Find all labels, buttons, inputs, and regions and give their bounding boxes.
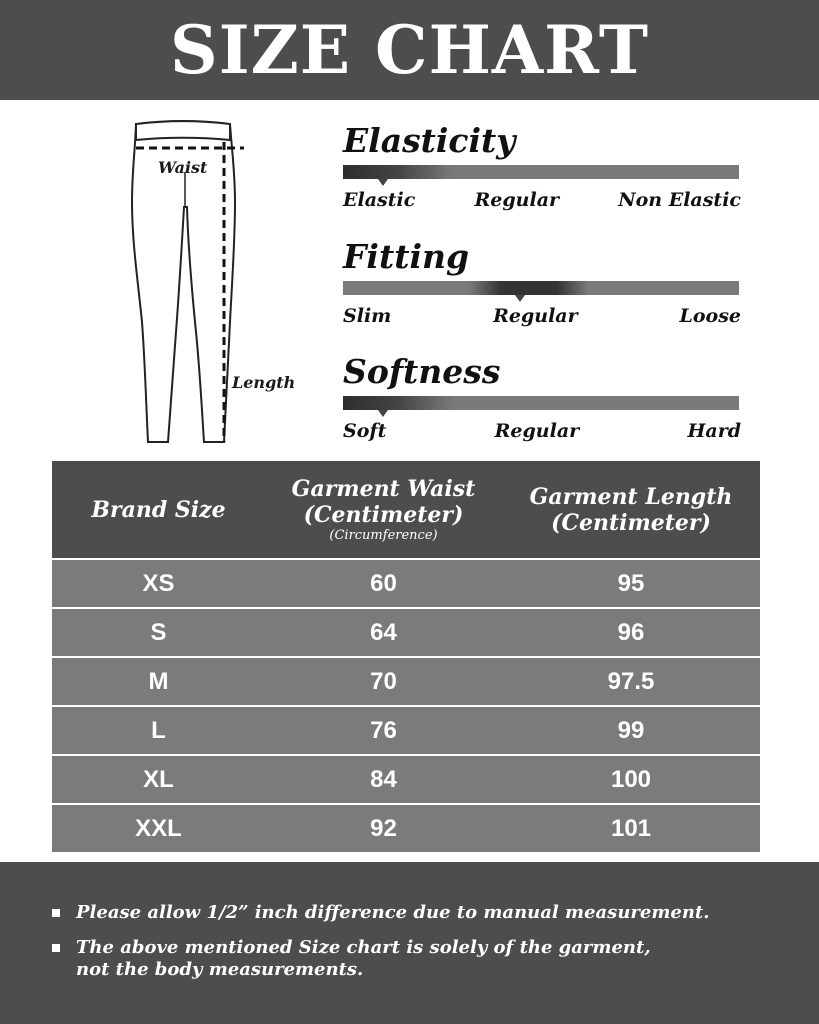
- softness-middle-label: Regular: [494, 420, 580, 442]
- softness-scale: [343, 352, 741, 442]
- leggings-outline-icon: [118, 112, 318, 452]
- elasticity-right-label: Non Elastic: [618, 189, 741, 211]
- length-label: Length: [232, 373, 296, 392]
- header-garment-length: Garment Length (Centimeter): [502, 484, 760, 536]
- fitting-title: Fitting: [343, 237, 470, 276]
- header-length-unit: (Centimeter): [551, 509, 711, 536]
- elasticity-title: Elasticity: [343, 121, 516, 160]
- cell-waist: 60: [370, 569, 397, 597]
- elasticity-left-label: Elastic: [343, 189, 416, 211]
- table-row: [52, 756, 760, 803]
- size-table-header: [52, 461, 760, 558]
- elasticity-marker-icon: [378, 179, 388, 186]
- table-row: [52, 609, 760, 656]
- elasticity-middle-label: Regular: [474, 189, 560, 211]
- cell-waist: 76: [370, 716, 397, 744]
- softness-right-label: Hard: [687, 420, 741, 442]
- note-1: [52, 902, 710, 924]
- cell-waist: 84: [370, 765, 397, 793]
- note-1-text: Please allow 1/2” inch difference due to manual measurement.: [76, 902, 710, 923]
- cell-size: XXL: [135, 814, 182, 842]
- fitting-middle-label: Regular: [493, 305, 578, 327]
- cell-length: 101: [610, 814, 652, 842]
- header-brand-size: Brand Size: [91, 496, 226, 523]
- leggings-figure: [118, 112, 318, 452]
- table-row: [52, 805, 760, 852]
- elasticity-scale: [343, 121, 741, 211]
- cell-waist: 70: [370, 667, 397, 695]
- fitting-scale: [343, 237, 741, 327]
- fitting-right-label: Loose: [679, 305, 741, 327]
- header-waist-unit: (Centimeter): [303, 501, 464, 528]
- note-2-line-2: not the body measurements.: [76, 959, 364, 980]
- note-2: [52, 937, 651, 981]
- header-band: [0, 0, 819, 100]
- softness-left-label: Soft: [343, 420, 387, 442]
- softness-marker-icon: [378, 410, 388, 417]
- cell-size: XL: [143, 765, 174, 793]
- cell-size: L: [151, 716, 166, 744]
- header-garment-waist: Garment Waist (Centimeter) (Circumference): [265, 476, 502, 544]
- cell-length: 95: [617, 569, 645, 597]
- fitting-marker-icon: [515, 295, 525, 302]
- cell-length: 97.5: [607, 667, 655, 695]
- page-title: SIZE CHART: [170, 11, 649, 89]
- cell-waist: 92: [370, 814, 397, 842]
- size-table: [52, 461, 760, 852]
- table-row: [52, 560, 760, 607]
- softness-bar: [343, 396, 739, 410]
- cell-size: XS: [142, 569, 175, 597]
- fitting-left-label: Slim: [343, 305, 392, 327]
- cell-length: 99: [617, 716, 645, 744]
- cell-length: 96: [617, 618, 645, 646]
- cell-size: M: [148, 667, 169, 695]
- table-row: [52, 707, 760, 754]
- waist-label: Waist: [158, 158, 208, 177]
- bullet-icon: [52, 944, 60, 952]
- table-row: [52, 658, 760, 705]
- note-2-line-1: The above mentioned Size chart is solely of the garment,: [76, 937, 651, 958]
- fitting-bar: [343, 281, 739, 295]
- softness-title: Softness: [343, 352, 501, 391]
- note-2-text: [76, 937, 651, 981]
- cell-waist: 64: [370, 618, 397, 646]
- header-waist-note: (Circumference): [329, 527, 438, 543]
- notes-footer: [0, 862, 819, 1024]
- cell-length: 100: [610, 765, 652, 793]
- cell-size: S: [150, 618, 167, 646]
- elasticity-bar: [343, 165, 739, 179]
- bullet-icon: [52, 909, 60, 917]
